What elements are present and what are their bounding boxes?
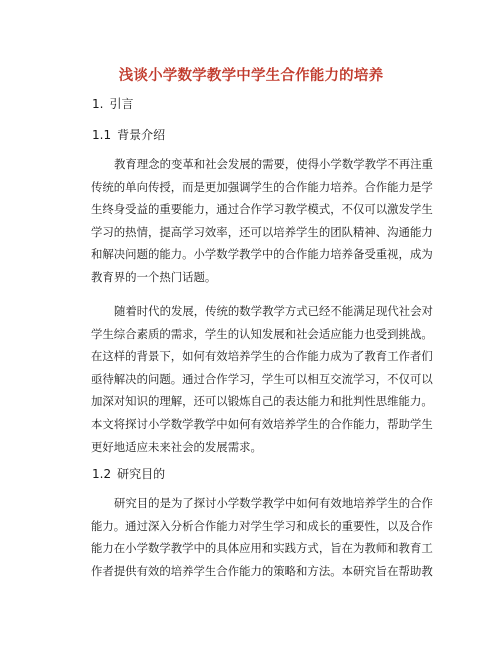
section-number: 1. <box>92 97 104 111</box>
paragraph-line: 学生综合素质的需求，学生的认知发展和社会适应能力也受到挑战。 <box>91 326 433 341</box>
paragraph-line: 随着时代的发展，传统的数学教学方式已经不能满足现代社会对 <box>114 304 433 318</box>
paragraph-line: 作者提供有效的培养学生合作能力的策略和方法。本研究旨在帮助教 <box>91 563 433 578</box>
section-heading-1 <box>92 96 133 112</box>
document-title: 浅谈小学数学教学中学生合作能力的培养 <box>118 68 384 84</box>
paragraph-line: 研究目的是为了探讨小学数学教学中如何有效地培养学生的合作 <box>114 496 433 510</box>
section-title: 研究目的 <box>117 467 166 481</box>
paragraph-line: 本文将探讨小学数学教学中如何有效培养学生的合作能力，帮助学生 <box>91 416 433 431</box>
paragraph-line: 加深对知识的理解，还可以锻炼自己的表达能力和批判性思维能力。 <box>91 394 433 409</box>
paragraph-background-1 <box>91 153 433 289</box>
paragraph-line: 教育理念的变革和社会发展的需要，使得小学数学教学不再注重 <box>114 157 433 171</box>
paragraph-line: 生终身受益的重要能力，通过合作学习教学模式，不仅可以激发学生 <box>91 202 433 217</box>
paragraph-line: 学习的热情，提高学习效率，还可以培养学生的团队精神、沟通能力 <box>91 224 433 239</box>
section-number: 1.2 <box>92 467 112 481</box>
section-heading-1-1 <box>92 127 165 143</box>
paragraph-line: 传统的单向传授，而是更加强调学生的合作能力培养。合作能力是学 <box>91 179 433 194</box>
paragraph-line: 教育界的一个热门话题。 <box>91 269 217 284</box>
paragraph-line: 能力。通过深入分析合作能力对学生学习和成长的重要性，以及合作 <box>91 518 433 533</box>
section-heading-1-2 <box>92 466 165 482</box>
paragraph-line: 更好地适应未来社会的发展需求。 <box>91 439 262 454</box>
paragraph-line: 在这样的背景下，如何有效培养学生的合作能力成为了教育工作者们 <box>91 349 433 364</box>
paragraph-purpose <box>91 492 433 582</box>
section-number: 1.1 <box>92 128 112 142</box>
paragraph-background-2 <box>91 300 433 458</box>
paragraph-line: 和解决问题的能力。小学数学教学中的合作能力培养备受重视，成为 <box>91 247 433 262</box>
paragraph-line: 能力在小学数学教学中的具体应用和实践方式，旨在为教师和教育工 <box>91 541 433 556</box>
paragraph-line: 亟待解决的问题。通过合作学习，学生可以相互交流学习，不仅可以 <box>91 371 433 386</box>
section-title: 背景介绍 <box>117 128 166 142</box>
section-title: 引言 <box>109 97 134 111</box>
